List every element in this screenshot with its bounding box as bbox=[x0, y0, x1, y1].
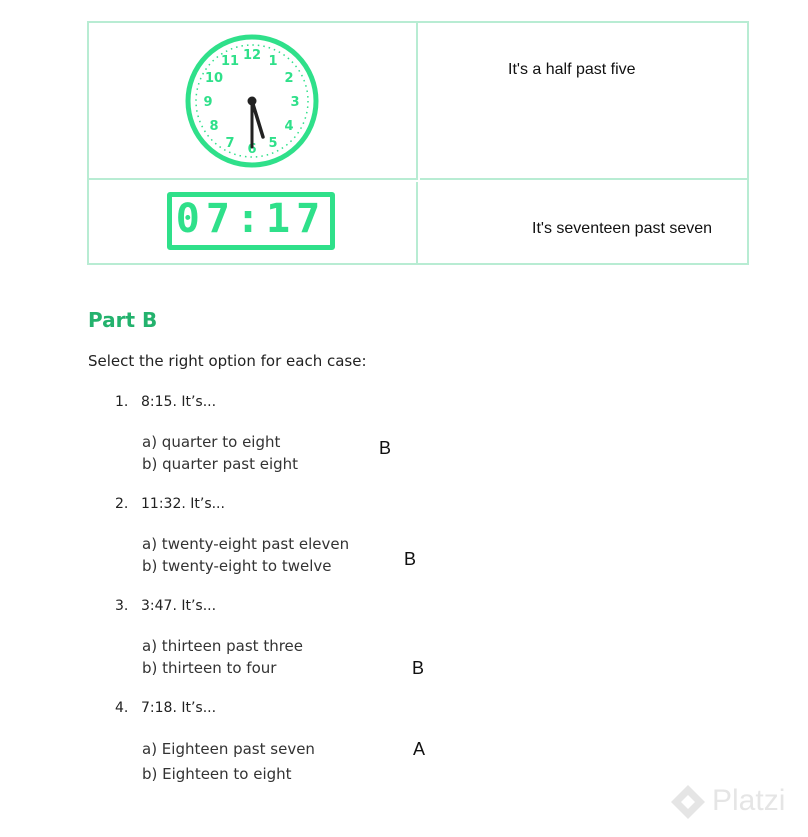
q2-option-b: b) twenty-eight to twelve bbox=[142, 557, 332, 575]
question-4 bbox=[115, 700, 216, 716]
platzi-watermark bbox=[668, 780, 808, 828]
question-prompt: 8:15. It’s... bbox=[141, 394, 217, 410]
answer-cell-1 bbox=[420, 23, 747, 180]
part-b-title: Part B bbox=[88, 308, 158, 332]
q2-option-a: a) twenty-eight past eleven bbox=[142, 535, 350, 553]
question-number: 3. bbox=[115, 598, 129, 614]
digital-clock-icon bbox=[167, 192, 335, 250]
answers-table bbox=[87, 21, 749, 265]
q4-answer: A bbox=[413, 739, 426, 759]
analog-clock-icon bbox=[184, 33, 320, 169]
digital-time: 07:17 bbox=[175, 196, 327, 242]
clock-numeral-10: 10 bbox=[204, 71, 224, 86]
q3-answer: B bbox=[412, 658, 425, 678]
answer-cell-2 bbox=[420, 182, 747, 263]
digital-clock-cell bbox=[89, 182, 418, 263]
platzi-logo-icon bbox=[668, 782, 708, 826]
question-number: 2. bbox=[115, 496, 129, 512]
q4-option-b: b) Eighteen to eight bbox=[142, 765, 292, 783]
q1-answer: B bbox=[379, 438, 392, 458]
question-prompt: 3:47. It’s... bbox=[141, 598, 217, 614]
clock-numeral-5: 5 bbox=[268, 136, 278, 151]
clock-numeral-8: 8 bbox=[209, 119, 219, 134]
q1-option-b: b) quarter past eight bbox=[142, 455, 299, 473]
q2-answer: B bbox=[404, 549, 417, 569]
question-2 bbox=[115, 496, 225, 512]
answer-text-1: It's a half past five bbox=[508, 61, 636, 78]
clock-numeral-6: 6 bbox=[247, 142, 257, 157]
question-prompt: 7:18. It’s... bbox=[141, 700, 217, 716]
question-3 bbox=[115, 598, 216, 614]
q1-option-a: a) quarter to eight bbox=[142, 433, 281, 451]
clock-numeral-9: 9 bbox=[203, 95, 213, 110]
watermark-text: Platzi bbox=[712, 784, 786, 817]
clock-numeral-11: 11 bbox=[220, 54, 240, 69]
question-prompt: 11:32. It’s... bbox=[141, 496, 225, 512]
analog-clock-cell bbox=[89, 23, 418, 180]
clock-numeral-7: 7 bbox=[225, 136, 235, 151]
question-number: 1. bbox=[115, 394, 129, 410]
q3-option-a: a) thirteen past three bbox=[142, 637, 304, 655]
clock-numeral-2: 2 bbox=[284, 71, 294, 86]
clock-numeral-4: 4 bbox=[284, 119, 294, 134]
clock-numeral-1: 1 bbox=[268, 54, 278, 69]
clock-numeral-3: 3 bbox=[290, 95, 300, 110]
part-b-intro: Select the right option for each case: bbox=[88, 352, 367, 370]
clock-numeral-12: 12 bbox=[242, 48, 262, 63]
answer-text-2: It's seventeen past seven bbox=[532, 220, 713, 237]
question-number: 4. bbox=[115, 700, 129, 716]
question-1 bbox=[115, 394, 216, 410]
q4-option-a: a) Eighteen past seven bbox=[142, 740, 315, 758]
q3-option-b: b) thirteen to four bbox=[142, 659, 277, 677]
